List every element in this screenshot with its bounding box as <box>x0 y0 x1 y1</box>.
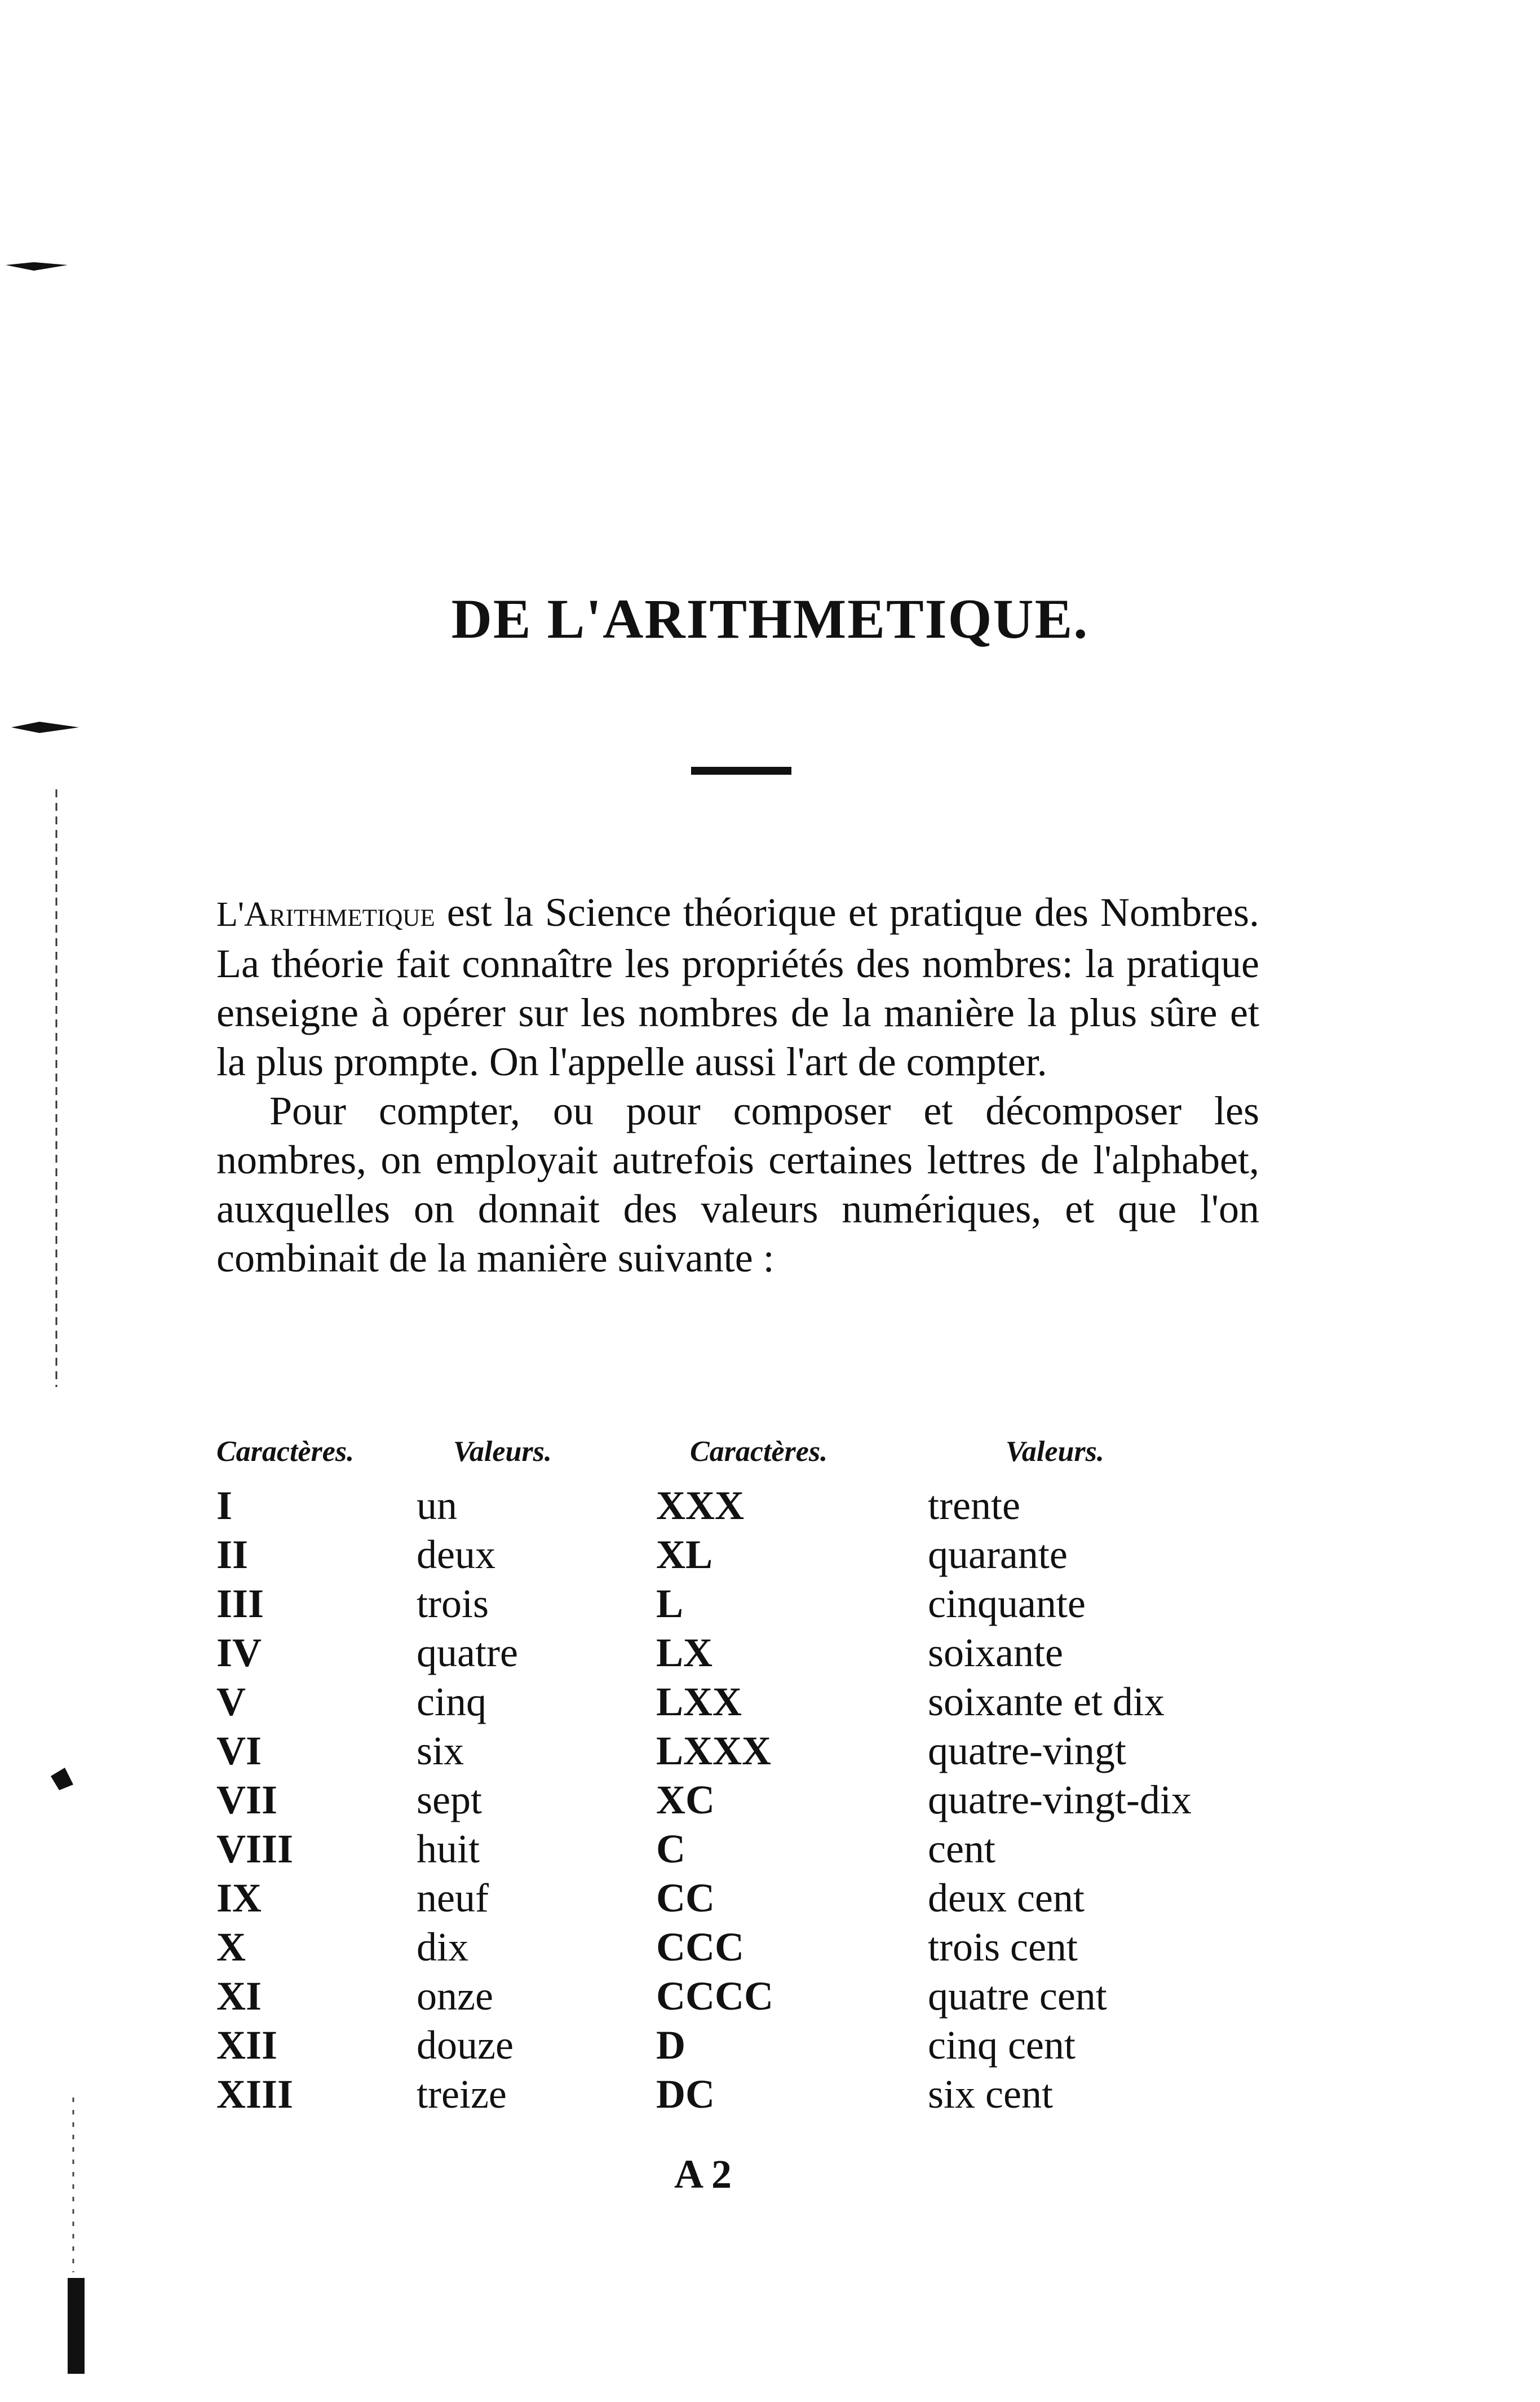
numeral-cell: XXX <box>656 1483 744 1528</box>
signature-mark: A 2 <box>674 2152 732 2197</box>
numeral-cell: II <box>216 1532 249 1577</box>
value-cell: six <box>417 1728 464 1773</box>
value-cell: douze <box>417 2023 514 2068</box>
numeral-cell: L <box>656 1581 684 1626</box>
value-cell: deux <box>417 1532 495 1577</box>
paragraph-1 <box>216 888 1259 1087</box>
numeral-cell: C <box>656 1826 685 1871</box>
header-values-2: Valeurs. <box>1006 1436 1104 1468</box>
table-row <box>216 1825 1276 1874</box>
value-cell: trente <box>928 1483 1020 1528</box>
value-cell: cent <box>928 1826 995 1871</box>
value-cell: quarante <box>928 1532 1068 1577</box>
value-cell: six cent <box>928 2072 1053 2117</box>
value-cell: quatre-vingt-dix <box>928 1777 1192 1822</box>
table-row <box>216 1530 1276 1579</box>
value-cell: trois <box>417 1581 489 1626</box>
value-cell: huit <box>417 1826 480 1871</box>
numeral-cell: CCCC <box>656 1973 773 2019</box>
numeral-cell: IX <box>216 1875 262 1920</box>
table-row <box>216 2021 1276 2070</box>
table-row <box>216 2070 1276 2119</box>
numeral-cell: XII <box>216 2023 278 2068</box>
header-characters-1: Caractères. <box>216 1436 355 1468</box>
table-row <box>216 1677 1276 1727</box>
table-row <box>216 1628 1276 1677</box>
numeral-cell: VIII <box>216 1826 294 1871</box>
table-header <box>216 1435 1276 1474</box>
numeral-cell: VI <box>216 1728 262 1773</box>
value-cell: treize <box>417 2072 507 2117</box>
value-cell: quatre <box>417 1630 518 1675</box>
header-values-1: Valeurs. <box>453 1436 552 1468</box>
value-cell: trois cent <box>928 1924 1078 1970</box>
value-cell: neuf <box>417 1875 489 1920</box>
value-cell: soixante <box>928 1630 1063 1675</box>
value-cell: deux cent <box>928 1875 1085 1920</box>
page-title: DE L'ARITHMETIQUE. <box>451 588 1089 650</box>
numeral-cell: XC <box>656 1777 715 1822</box>
value-cell: soixante et dix <box>928 1679 1165 1724</box>
numeral-cell: DC <box>656 2072 715 2117</box>
numeral-cell: XL <box>656 1532 713 1577</box>
numeral-cell: XI <box>216 1973 262 2019</box>
value-cell: un <box>417 1483 457 1528</box>
value-cell: sept <box>417 1777 482 1822</box>
table-row <box>216 1579 1276 1628</box>
header-characters-2: Caractères. <box>690 1436 828 1468</box>
table-row <box>216 1972 1276 2021</box>
numeral-cell: I <box>216 1483 233 1528</box>
numeral-cell: CC <box>656 1875 715 1920</box>
value-cell: onze <box>417 1973 493 2019</box>
numeral-cell: D <box>656 2023 685 2068</box>
value-cell: quatre-vingt <box>928 1728 1126 1773</box>
numerals-table <box>216 1435 1276 2119</box>
numeral-cell: CCC <box>656 1924 744 1970</box>
numeral-cell: III <box>216 1581 264 1626</box>
title-divider <box>691 767 791 775</box>
table-row <box>216 1923 1276 1972</box>
value-cell: cinq <box>417 1679 486 1724</box>
body-text <box>216 888 1259 1283</box>
paragraph-1-lead: L'Arithmetique <box>216 895 435 934</box>
paragraph-2: Pour compter, ou pour composer et décomposer les nombres, on employait autrefois certaines lettres de l'alphabet, auxquelles on donnait des valeurs numériques, et que l'on combinait de la manière suivante : <box>216 1088 1259 1281</box>
numeral-cell: VII <box>216 1777 278 1822</box>
numeral-cell: IV <box>216 1630 262 1675</box>
numeral-cell: X <box>216 1924 246 1970</box>
numeral-cell: LXXX <box>656 1728 772 1773</box>
table-row <box>216 1727 1276 1776</box>
value-cell: quatre cent <box>928 1973 1107 2019</box>
margin-ink-marks <box>0 0 101 2402</box>
numeral-cell: LX <box>656 1630 713 1675</box>
value-cell: cinq cent <box>928 2023 1076 2068</box>
table-row <box>216 1874 1276 1923</box>
numeral-cell: LXX <box>656 1679 742 1724</box>
paragraph-1-text: est la Science théorique et pratique des Nombres. La théorie fait connaître les propriétés des nombres: la pratique enseigne à opérer sur les nombres de la manière la plus sûre et la plus prompte. On l'appelle aussi l'art de compter. <box>216 890 1259 1084</box>
numeral-cell: XIII <box>216 2072 294 2117</box>
table-row <box>216 1776 1276 1825</box>
numeral-cell: V <box>216 1679 246 1724</box>
value-cell: dix <box>417 1924 469 1970</box>
table-row <box>216 1481 1276 1530</box>
value-cell: cinquante <box>928 1581 1086 1626</box>
